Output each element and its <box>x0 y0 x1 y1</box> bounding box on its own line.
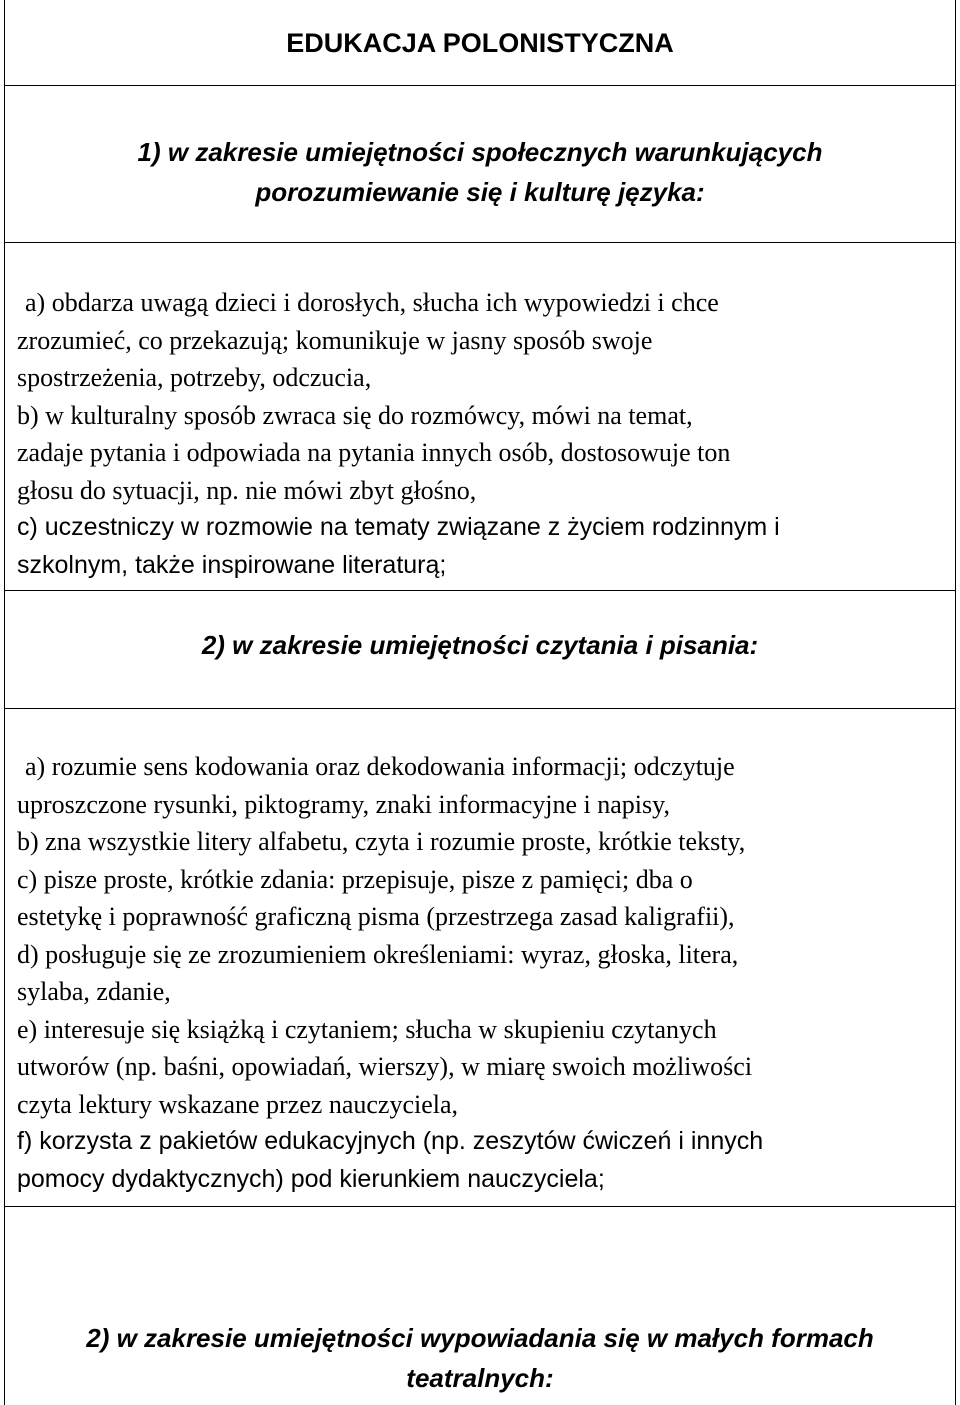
section2-line: e) interesuje się książką i czytaniem; słucha w skupieniu czytanych <box>17 1014 717 1044</box>
section3-heading-line1: 2) w zakresie umiejętności wypowiadania się w małych formach <box>86 1323 874 1353</box>
section3-heading <box>5 1206 955 1405</box>
section1-line: zadaje pytania i odpowiada na pytania innych osób, dostosowuje ton <box>17 438 731 467</box>
section1-line: b) w kulturalny sposób zwraca się do rozmówcy, mówi na temat, <box>17 400 693 430</box>
section2-line: uproszczone rysunki, piktogramy, znaki informacyjne i napisy, <box>17 789 670 819</box>
section3-heading-line2: teatralnych: <box>406 1363 554 1393</box>
section2-line: b) zna wszystkie litery alfabetu, czyta i rozumie proste, krótkie teksty, <box>17 827 746 856</box>
section1-heading-line1: 1) w zakresie umiejętności społecznych warunkujących <box>137 137 823 167</box>
section2-line: sylaba, zdanie, <box>17 977 171 1006</box>
section2-heading-text: 2) w zakresie umiejętności czytania i pisania: <box>201 630 759 660</box>
section1-line: c) uczestniczy w rozmowie na tematy związane z życiem rodzinnym i <box>17 513 780 541</box>
section2-line: czyta lektury wskazane przez nauczyciela, <box>17 1089 459 1119</box>
section2-content <box>5 748 955 1198</box>
section2-line: a) rozumie sens kodowania oraz dekodowania informacji; odczytuje <box>25 752 735 781</box>
section2-line: d) posługuje się ze zrozumieniem określeniami: wyraz, głoska, litera, <box>17 939 739 969</box>
section1-line: spostrzeżenia, potrzeby, odczucia, <box>17 363 372 392</box>
document-title: EDUKACJA POLONISTYCZNA <box>286 27 674 58</box>
section2-line: pomocy dydaktycznych) pod kierunkiem nauczyciela; <box>17 1164 605 1193</box>
section1-line: a) obdarza uwagą dzieci i dorosłych, słucha ich wypowiedzi i chce <box>25 288 719 317</box>
section2-heading <box>5 590 955 708</box>
section1-content <box>5 284 955 584</box>
section2-line: estetykę i poprawność graficzną pisma (przestrzega zasad kaligrafii), <box>17 902 735 931</box>
section2-line: c) pisze proste, krótkie zdania: przepisuje, pisze z pamięci; dba o <box>17 864 693 894</box>
section1-line: szkolnym, także inspirowane literaturą; <box>17 550 447 579</box>
section1-heading <box>5 86 955 242</box>
section1-heading-line2: porozumiewanie się i kulturę języka: <box>255 177 705 207</box>
divider <box>5 242 955 243</box>
divider <box>5 708 955 709</box>
section2-line: utworów (np. baśni, opowiadań, wierszy), w miarę swoich możliwości <box>17 1052 753 1081</box>
section1-line: zrozumieć, co przekazują; komunikuje w jasny sposób swoje <box>17 325 653 355</box>
document-page <box>4 0 956 1405</box>
section1-line: głosu do sytuacji, np. nie mówi zbyt głośno, <box>17 475 477 505</box>
section2-line: f) korzysta z pakietów edukacyjnych (np. zeszytów ćwiczeń i innych <box>17 1127 764 1155</box>
